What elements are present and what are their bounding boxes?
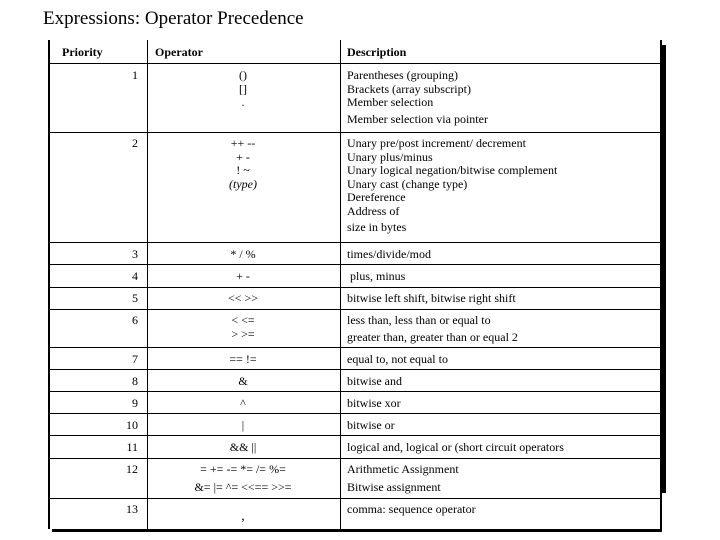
priority-cell: 11 <box>126 440 138 454</box>
priority-cell: 13 <box>126 502 138 516</box>
operator-cell: == != <box>229 352 257 366</box>
priority-cell: 1 <box>132 68 138 82</box>
description-cell: bitwise or <box>347 418 395 432</box>
operator-cell: < <= > >= <box>231 313 255 341</box>
operator-cell: , <box>241 509 245 524</box>
row-divider <box>48 63 662 64</box>
header-operator: Operator <box>155 45 203 59</box>
description-cell: plus, minus <box>350 269 406 283</box>
operator-cell: & <box>238 374 248 388</box>
operator-cell: << >> <box>227 291 259 305</box>
description-cell: Arithmetic Assignment Bitwise assignment <box>347 462 459 494</box>
row-divider <box>48 309 662 310</box>
row-divider <box>48 391 662 392</box>
header-priority: Priority <box>62 45 103 59</box>
operator-cell: * / % <box>230 247 256 261</box>
row-divider <box>48 264 662 265</box>
description-cell: logical and, logical or (short circuit operators <box>347 440 564 454</box>
row-divider <box>48 242 662 243</box>
description-cell: Parentheses (grouping) Brackets (array subscript) Member selection Member selection via pointer <box>347 68 488 126</box>
description-cell: times/divide/mod <box>347 247 431 261</box>
priority-cell: 6 <box>132 313 138 327</box>
row-divider <box>48 498 662 499</box>
priority-cell: 5 <box>132 291 138 305</box>
row-divider <box>48 132 662 133</box>
table-shadow-right <box>662 45 666 493</box>
operator-cell: + - <box>236 269 250 283</box>
priority-cell: 3 <box>132 247 138 261</box>
description-cell: comma: sequence operator <box>347 502 476 516</box>
column-divider-operator <box>147 40 148 529</box>
column-divider-description <box>340 40 341 529</box>
header-description: Description <box>347 45 407 59</box>
priority-cell: 2 <box>132 136 138 150</box>
priority-cell: 8 <box>132 374 138 388</box>
priority-cell: 10 <box>126 418 138 432</box>
row-divider <box>48 413 662 414</box>
description-cell: less than, less than or equal to greater than, greater than or equal 2 <box>347 313 518 344</box>
row-divider <box>48 458 662 459</box>
description-cell: bitwise left shift, bitwise right shift <box>347 291 516 305</box>
description-cell: Unary pre/post increment/ decrement Unary plus/minus Unary logical negation/bitwise complement Unary cast (change type) Dereference Address of size in bytes <box>347 136 558 234</box>
priority-cell: 4 <box>132 269 138 283</box>
row-divider <box>48 287 662 288</box>
description-cell: bitwise xor <box>347 396 401 410</box>
operator-cell: | <box>241 418 245 432</box>
operator-cell: ++ -- + - ! ~ (type) <box>229 136 257 191</box>
priority-cell: 12 <box>126 462 138 476</box>
operator-cell: ^ <box>240 396 246 410</box>
operator-cell: () [] . <box>239 68 247 109</box>
priority-cell: 9 <box>132 396 138 410</box>
operator-cell: = += -= *= /= %= &= |= ^= <<== >>= <box>194 462 292 494</box>
row-divider <box>48 347 662 348</box>
table-shadow-bottom <box>52 529 662 532</box>
description-cell: equal to, not equal to <box>347 352 448 366</box>
priority-cell: 7 <box>132 352 138 366</box>
description-cell: bitwise and <box>347 374 402 388</box>
row-divider <box>48 369 662 370</box>
row-divider <box>48 435 662 436</box>
operator-cell: && || <box>229 440 257 454</box>
page-title: Expressions: Operator Precedence <box>43 8 304 29</box>
